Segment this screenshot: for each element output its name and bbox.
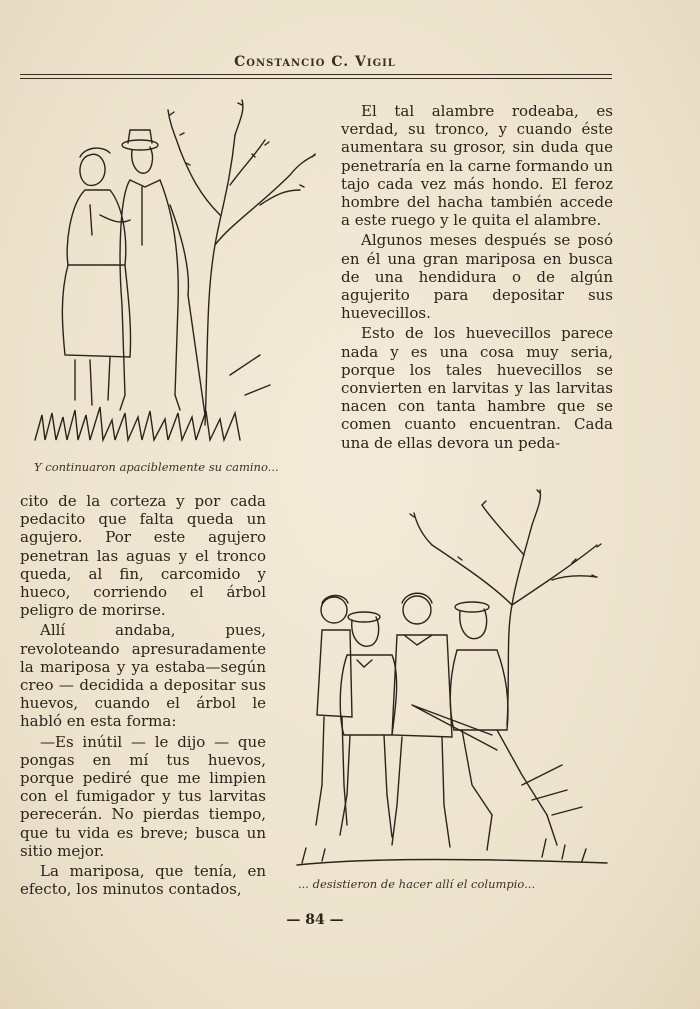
left-column-text — [20, 492, 266, 898]
running-header: Constancio C. Vigil — [234, 54, 396, 70]
paragraph: cito de la corteza y por cada pedacito que falta queda un agujero. Por este agujero penetran las aguas y el tronco queda, al fin, carcomido y hueco, corriendo el árbol peligro de morirse. — [20, 492, 266, 620]
right-column-text — [341, 102, 613, 452]
page-number: — 84 — — [286, 912, 344, 928]
header-rule-thin — [20, 78, 612, 79]
illustration-1-caption: Y continuaron apaciblemente su camino... — [34, 460, 279, 474]
header-rule — [20, 74, 612, 75]
paragraph: Allí andaba, pues, revoloteando apresuradamente la mariposa y ya estaba—según creo — decidida a depositar sus huevos, cuando el árbol le habló en esta forma: — [20, 621, 266, 731]
paragraph: Esto de los huevecillos parece nada y es una cosa muy seria, porque los tales huevecillos se convierten en larvitas y las larvitas nacen con tanta hambre que se comen cuanto encuentran. Cada una de ellas devora un peda- — [341, 324, 613, 452]
paragraph: La mariposa, que tenía, en efecto, los minutos contados, — [20, 862, 266, 899]
couple-under-tree-illustration — [30, 95, 330, 455]
illustration-2-caption: ... desistieron de hacer allí el columpio... — [298, 877, 536, 891]
paragraph: —Es inútil — le dijo — que pongas en mí tus huevos, porque pediré que me limpien con el fumigador y tus larvitas perecerán. No pierdas tiempo, que tu vida es breve; busca un sitio mejor. — [20, 732, 266, 860]
boys-under-tree-illustration — [292, 485, 612, 875]
paragraph: El tal alambre rodeaba, es verdad, su tronco, y cuando éste aumentara su grosor, sin duda que penetraría en la carne formando un tajo cada vez más hondo. El feroz hombre del hacha también accede a este ruego y le quita el alambre. — [341, 102, 613, 230]
paragraph: Algunos meses después se posó en él una gran mariposa en busca de una hendidura o de algún agujerito para depositar sus huevecillos. — [341, 231, 613, 323]
